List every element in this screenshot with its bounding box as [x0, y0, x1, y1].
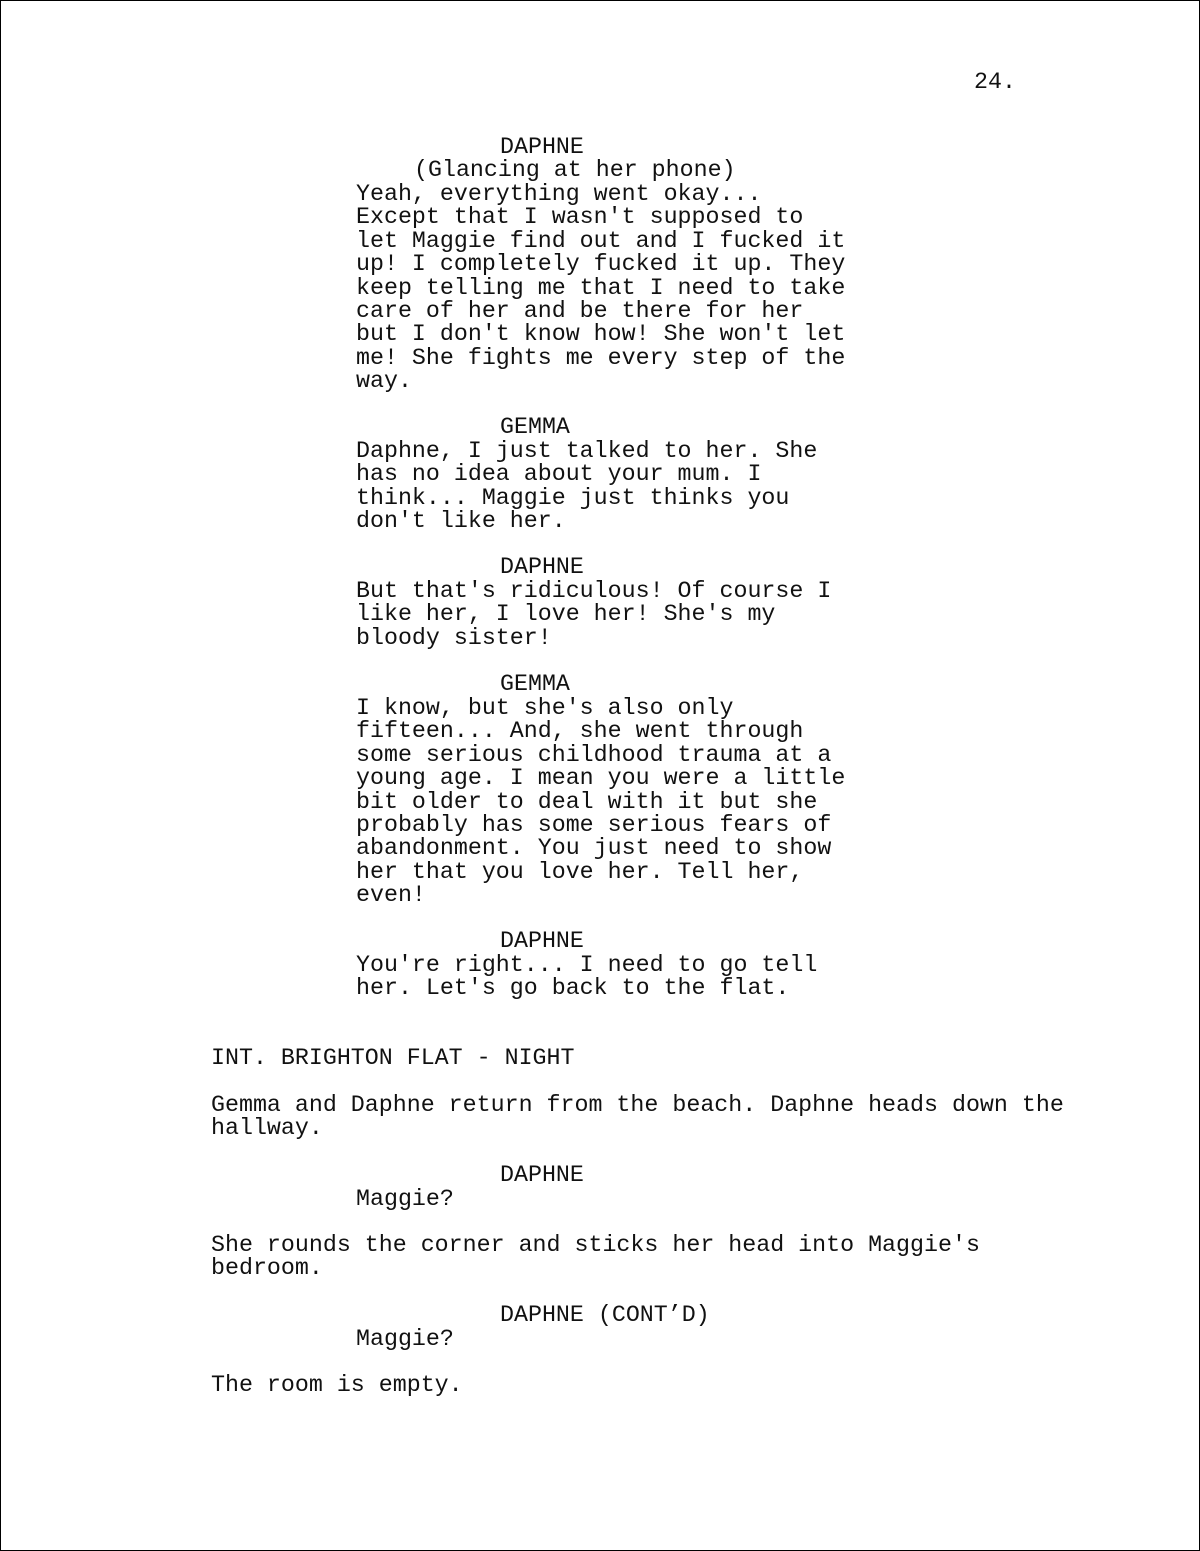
- dialogue: [356, 954, 817, 1001]
- dialogue-line: let Maggie find out and I fucked it: [356, 227, 846, 254]
- dialogue-line: I know, but she's also only: [356, 695, 734, 721]
- dialogue: [356, 440, 817, 534]
- dialogue-line: Yeah, everything went okay...: [356, 181, 762, 207]
- dialogue-line: bit older to deal with it but she: [356, 788, 818, 815]
- dialogue: [356, 183, 845, 394]
- dialogue-line: way.: [356, 368, 412, 395]
- action-paragraph: [211, 1234, 980, 1281]
- page-number: 24.: [974, 69, 1016, 95]
- dialogue-line: has no idea about your mum. I: [356, 461, 762, 488]
- dialogue-line: Maggie?: [356, 1326, 454, 1352]
- action-line: She rounds the corner and sticks her head into Maggie's: [211, 1232, 980, 1258]
- scene-heading: INT. BRIGHTON FLAT - NIGHT: [211, 1045, 575, 1071]
- dialogue: [356, 580, 831, 650]
- dialogue-line: but I don't know how! She won't let: [356, 321, 846, 348]
- dialogue-line: her that you love her. Tell her,: [356, 858, 804, 885]
- dialogue: [356, 1328, 454, 1351]
- character-cue: DAPHNE: [500, 134, 584, 160]
- dialogue-line: But that's ridiculous! Of course I: [356, 578, 832, 604]
- dialogue-line: Maggie?: [356, 1186, 454, 1212]
- dialogue-line: up! I completely fucked it up. They: [356, 251, 846, 278]
- dialogue-line: fifteen... And, she went through: [356, 718, 804, 745]
- dialogue-line: young age. I mean you were a little: [356, 765, 846, 792]
- action-line: The room is empty.: [211, 1372, 463, 1398]
- character-cue: DAPHNE: [500, 928, 584, 954]
- character-cue: DAPHNE: [500, 554, 584, 580]
- dialogue-line: You're right... I need to go tell: [356, 952, 818, 978]
- action-line: Gemma and Daphne return from the beach. Daphne heads down the: [211, 1092, 1064, 1118]
- dialogue-line: her. Let's go back to the flat.: [356, 975, 790, 1002]
- dialogue-line: like her, I love her! She's my: [356, 601, 776, 628]
- action-paragraph: [211, 1094, 1064, 1141]
- dialogue: [356, 1188, 454, 1211]
- dialogue-line: keep telling me that I need to take: [356, 274, 846, 301]
- dialogue-line: some serious childhood trauma at a: [356, 741, 832, 768]
- dialogue-line: abandonment. You just need to show: [356, 835, 832, 862]
- action-line: bedroom.: [211, 1255, 323, 1282]
- action-paragraph: [211, 1374, 463, 1397]
- character-cue: DAPHNE (CONT’D): [500, 1302, 710, 1328]
- action-line: hallway.: [211, 1115, 323, 1142]
- dialogue-line: me! She fights me every step of the: [356, 344, 846, 371]
- dialogue-line: think... Maggie just thinks you: [356, 484, 790, 511]
- character-cue: GEMMA: [500, 671, 570, 697]
- character-cue: GEMMA: [500, 414, 570, 440]
- dialogue-line: care of her and be there for her: [356, 298, 804, 325]
- dialogue-line: bloody sister!: [356, 624, 552, 651]
- dialogue: [356, 697, 845, 908]
- character-cue: DAPHNE: [500, 1162, 584, 1188]
- dialogue-line: Except that I wasn't supposed to: [356, 204, 804, 231]
- dialogue-line: probably has some serious fears of: [356, 812, 832, 839]
- dialogue-line: Daphne, I just talked to her. She: [356, 438, 818, 464]
- parenthetical: (Glancing at her phone): [414, 157, 736, 183]
- dialogue-line: even!: [356, 882, 426, 909]
- dialogue-line: don't like her.: [356, 508, 566, 535]
